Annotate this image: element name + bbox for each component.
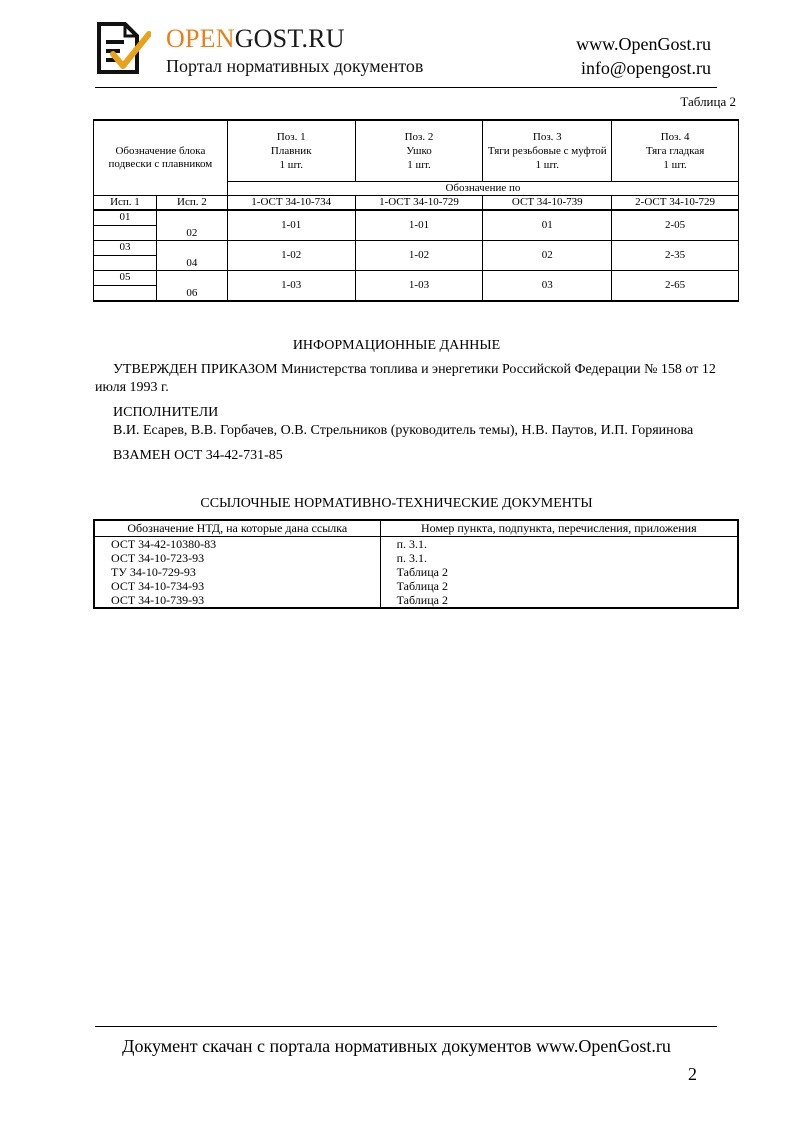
position-header: Поз. 2 Ушко 1 шт. [355,120,483,182]
standard-header: 1-ОСТ 34-10-729 [355,196,483,211]
p4-cell: 2-65 [612,271,739,302]
table-row [94,271,739,286]
ref-doc: ОСТ 34-42-10380-83 [94,537,380,552]
position-header: Поз. 3 Тяги резьбовые с муфтой 1 шт. [483,120,612,182]
approved-text: УТВЕРЖДЕН ПРИКАЗОМ Министерства топлива и энергетики Российской Федерации № 158 от 12 июля 1993 г. [95,362,716,395]
isp1-blank [94,256,157,271]
isp1-cell: 05 [94,271,157,286]
footer-divider [95,1026,717,1027]
ref-place: Таблица 2 [380,593,738,608]
ref-place: Таблица 2 [380,565,738,579]
isp2-blank [156,210,227,226]
brand-part-gost: GOST.RU [234,24,345,53]
ref-doc: ОСТ 34-10-723-93 [94,551,380,565]
isp2-cell: 06 [156,286,227,302]
standard-header: 2-ОСТ 34-10-729 [612,196,739,211]
ref-place: Таблица 2 [380,579,738,593]
table-row [94,593,738,608]
p3-cell: 03 [483,271,612,302]
standard-header: 1-ОСТ 34-10-734 [227,196,355,211]
footer-text: Документ скачан с портала нормативных документов www.OpenGost.ru [122,1036,671,1056]
block-header: Обозначение блока подвески с плавником [94,120,228,196]
isp2-cell: 04 [156,256,227,271]
replaces-text: ВЗАМЕН ОСТ 34-42-731-85 [113,448,283,463]
designation-table [93,119,739,302]
refs-title: ССЫЛОЧНЫЕ НОРМАТИВНО-ТЕХНИЧЕСКИЕ ДОКУМЕНТЫ [200,496,593,511]
p1-cell: 1-02 [227,241,355,271]
email-link[interactable]: info@opengost.ru [580,58,711,78]
isp2-blank [156,271,227,286]
position-header: Поз. 4 Тяга гладкая 1 шт. [612,120,739,182]
ref-doc: ТУ 34-10-729-93 [94,565,380,579]
site-brand[interactable] [166,24,345,54]
page-number: 2 [688,1064,697,1084]
isp2-blank [156,241,227,256]
p1-cell: 1-01 [227,210,355,241]
p2-cell: 1-01 [355,210,483,241]
performers-list: В.И. Есарев, В.В. Горбачев, О.В. Стрельников (руководитель темы), Н.В. Паутов, И.П. Горяинова [113,423,694,438]
table-row [94,241,739,256]
isp1-cell: 03 [94,241,157,256]
isp1-cell: 01 [94,210,157,226]
standard-header: ОСТ 34-10-739 [483,196,612,211]
table-row [94,579,738,593]
ref-doc: ОСТ 34-10-734-93 [94,579,380,593]
table-row [94,565,738,579]
p1-cell: 1-03 [227,271,355,302]
p3-cell: 02 [483,241,612,271]
table-row [94,210,739,226]
isp1-blank [94,226,157,241]
p2-cell: 1-03 [355,271,483,302]
table-row [94,551,738,565]
brand-part-open: OPEN [166,24,235,53]
designation-label: Обозначение по [227,182,738,196]
isp2-cell: 02 [156,226,227,241]
p4-cell: 2-35 [612,241,739,271]
ref-doc: ОСТ 34-10-739-93 [94,593,380,608]
header-divider [95,87,717,88]
isp1-blank [94,286,157,302]
refs-col1-header: Обозначение НТД, на которые дана ссылка [94,520,380,537]
references-table [93,519,739,609]
isp2-header: Исп. 2 [156,196,227,211]
position-header: Поз. 1 Плавник 1 шт. [227,120,355,182]
performers-heading: ИСПОЛНИТЕЛИ [113,405,219,420]
ref-place: п. 3.1. [380,537,738,552]
table-caption: Таблица 2 [680,94,736,109]
isp1-header: Исп. 1 [94,196,157,211]
table-row [94,537,738,552]
portal-subtitle: Портал нормативных документов [166,56,424,76]
site-link[interactable]: www.OpenGost.ru [576,34,711,54]
document-check-icon [95,20,151,76]
refs-col2-header: Номер пункта, подпункта, перечисления, приложения [380,520,738,537]
p4-cell: 2-05 [612,210,739,241]
info-title: ИНФОРМАЦИОННЫЕ ДАННЫЕ [292,338,501,353]
p3-cell: 01 [483,210,612,241]
ref-place: п. 3.1. [380,551,738,565]
p2-cell: 1-02 [355,241,483,271]
